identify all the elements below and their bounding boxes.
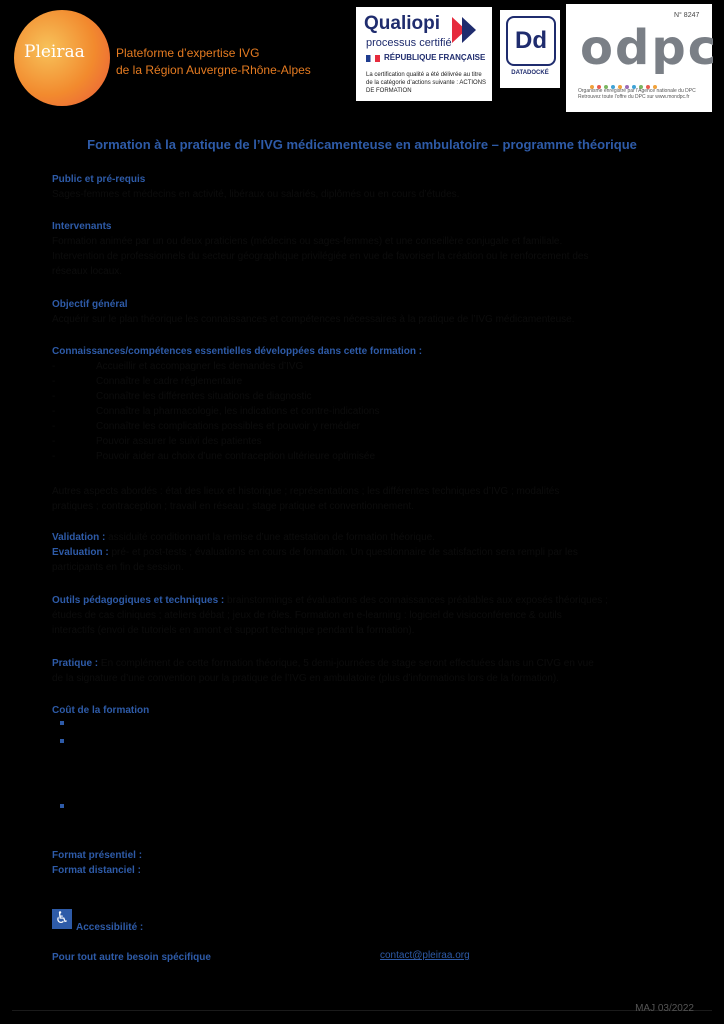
text-intervenants-1: Formation animée par un ou deux praticiens (médecins ou sages-femmes) et une conseillère conjugale et familiale. [52, 236, 563, 247]
odpc-note: Organisme enregistré par l'Agence nationale du DPC Retrouvez toute l'offre du DPC sur www.mondpc.fr [578, 88, 696, 100]
text-intervenants-3: réseaux locaux. [52, 266, 123, 277]
wheelchair-icon: ♿ [52, 909, 72, 929]
section-competences [52, 344, 692, 359]
section-public [52, 172, 692, 202]
list-item: - Pouvoir aider au choix d’une contraception ultérieure optimisée [52, 451, 376, 462]
label-evaluation: Evaluation : [52, 547, 109, 558]
section-validation [52, 530, 692, 575]
text-autres-1: Autres aspects abordés : état des lieux et historique ; représentations ; les différentes techniques d’IVG ; modalités [52, 486, 560, 497]
heading-intervenants: Intervenants [52, 221, 112, 232]
text-autres-2: pratiques ; contraception ; travail en réseau ; stage pratique et conventionnement. [52, 501, 414, 512]
section-format [52, 848, 692, 878]
qualiopi-note: La certification qualité a été délivrée au titre de la catégorie d’actions suivante : ACTIONS DE FORMATION [366, 72, 487, 94]
qualiopi-arrow-icon [462, 17, 476, 43]
section-intervenants [52, 219, 692, 279]
french-flag-icon [366, 55, 380, 62]
qualiopi-subtitle: processus certifié [366, 37, 452, 49]
list-item: - Connaître les différentes situations de diagnostic [52, 391, 312, 402]
text-validation: assiduité conditionnant la remise d’une attestation de formation théorique. [105, 532, 435, 543]
republique-label: RÉPUBLIQUE FRANÇAISE [384, 53, 486, 62]
label-format-distanciel: Format distanciel : [52, 865, 141, 876]
org-name-line2: de la Région Auvergne-Rhône-Alpes [116, 63, 311, 77]
odpc-logo: odpc [580, 20, 719, 76]
page-title: Formation à la pratique de l’IVG médicamenteuse en ambulatoire – programme théorique [87, 137, 637, 152]
text-pratique-1: En complément de cette formation théorique, 5 demi-journées de stage seront effectuées dans un CIVG en vue [98, 658, 594, 669]
qualiopi-title: Qualiopi [364, 13, 440, 34]
datadock-badge [500, 10, 560, 88]
label-besoin: Pour tout autre besoin spécifique [52, 952, 211, 963]
heading-competences: Connaissances/compétences essentielles développées dans cette formation : [52, 346, 423, 357]
text-pratique-2: de la signature d’une convention pour la pratique de l’IVG en ambulatoire (plus d’informations lors de la formation). [52, 673, 559, 684]
text-evaluation-2: participants en fin de session. [52, 562, 184, 573]
bullet-square-icon [60, 804, 64, 808]
odpc-number: N° 8247 [674, 12, 700, 19]
text-intervenants-2: Intervention de professionnels du secteur géographique privilégiée en vue de favoriser la création ou le renforcement des [52, 251, 589, 262]
text-evaluation-1: pré- et post-tests ; évaluations en cours de formation. Un questionnaire de satisfaction sera rempli par les [108, 547, 578, 558]
update-date: MAJ 03/2022 [635, 1003, 694, 1014]
list-item: - Connaître les complications possibles et pouvoir y remédier [52, 421, 361, 432]
qualiopi-badge [356, 7, 492, 101]
org-name-line1: Plateforme d’expertise IVG [116, 46, 260, 60]
section-cout [52, 703, 692, 718]
text-outils-2: études de cas cliniques ; ateliers débat ; jeux de rôles. Formation en e-learning : logiciel de visioconférence & outils [52, 610, 562, 621]
text-public: Sages-femmes et médecins en activité, libéraux ou salariés, diplômés ou en cours d’études. [52, 189, 460, 200]
label-accessibilite: Accessibilité : [76, 922, 144, 933]
text-objectif: Acquérir sur le plan théorique les connaissances et compétences nécessaires à la pratique de l’IVG médicamenteuse. [52, 314, 575, 325]
heading-public: Public et pré-requis [52, 174, 146, 185]
competences-list [52, 359, 692, 464]
label-format-presentiel: Format présentiel : [52, 850, 143, 861]
bullet-square-icon [60, 739, 64, 743]
datadock-label: DATADOCKÉ [511, 70, 549, 76]
footer-divider [12, 1010, 712, 1011]
odpc-badge [566, 4, 719, 112]
bullet-square-icon [60, 721, 64, 725]
section-autres [52, 484, 692, 514]
list-item: - Connaître le cadre réglementaire [52, 376, 243, 387]
odpc-dots-icon [590, 76, 690, 82]
label-validation: Validation : [52, 532, 106, 543]
section-pratique [52, 656, 692, 686]
heading-cout: Coût de la formation [52, 705, 150, 716]
datadock-logo: Dd [506, 16, 556, 66]
text-outils-1: brainstormings et évaluations des connaissances préalables aux exposés théoriques ; [224, 595, 608, 606]
contact-email-link[interactable]: contact@pleiraa.org [380, 950, 470, 961]
list-item: - Connaître la pharmacologie, les indications et contre-indications [52, 406, 380, 417]
section-outils [52, 593, 692, 638]
list-item: - Pouvoir assurer le suivi des patientes [52, 436, 262, 447]
label-pratique: Pratique : [52, 658, 99, 669]
pleiraa-logo-text: Pleiraa [24, 42, 85, 62]
section-objectif [52, 297, 692, 327]
list-item: - Accueillir et accompagner les demandes d’IVG [52, 361, 304, 372]
heading-objectif: Objectif général [52, 299, 128, 310]
label-outils: Outils pédagogiques et techniques : [52, 595, 225, 606]
text-outils-3: interactifs (envoi de tutoriels en amont et support technique pendant la formation). [52, 625, 415, 636]
